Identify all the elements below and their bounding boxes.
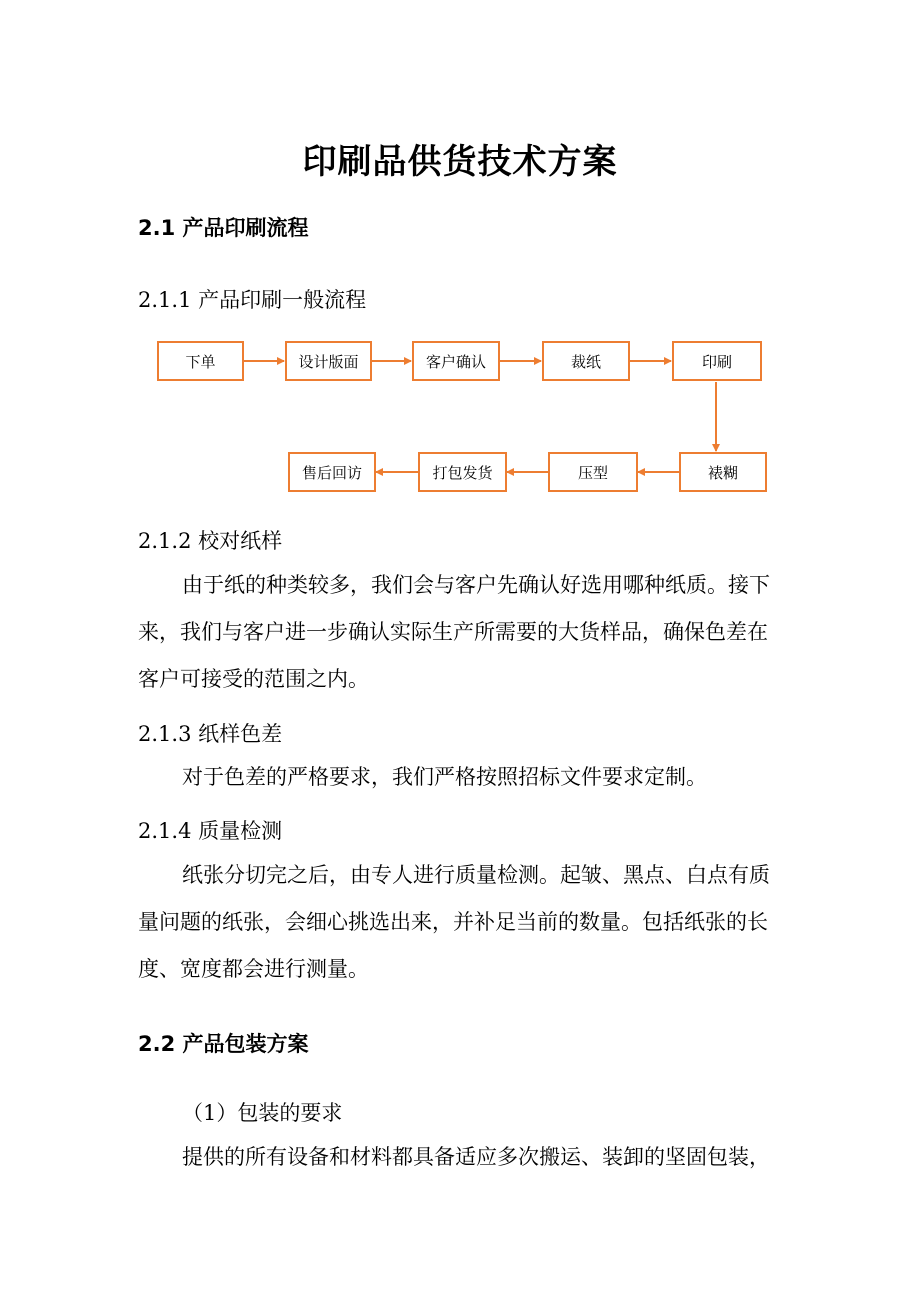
flow-step-customer-confirm: 客户确认 xyxy=(412,341,500,381)
flowchart xyxy=(0,0,920,520)
item-heading-packaging-requirements: （1）包装的要求 xyxy=(182,1101,343,1125)
section-heading-2-1: 2.1 产品印刷流程 xyxy=(138,216,309,240)
subsection-heading-2-1-4: 2.1.4 质量检测 xyxy=(138,819,283,843)
paragraph-2-1-3: 对于色差的严格要求，我们严格按照招标文件要求定制。 xyxy=(182,765,707,789)
paragraph-packaging-requirements: 提供的所有设备和材料都具备适应多次搬运、装卸的坚固包装， xyxy=(182,1145,770,1169)
flow-step-pack-ship: 打包发货 xyxy=(418,452,507,492)
document-title: 印刷品供货技术方案 xyxy=(302,142,618,182)
subsection-heading-2-1-1: 2.1.1 产品印刷一般流程 xyxy=(138,288,367,312)
flow-step-order: 下单 xyxy=(157,341,244,381)
flow-step-after-sales: 售后回访 xyxy=(288,452,376,492)
flow-step-printing: 印刷 xyxy=(672,341,762,381)
subsection-heading-2-1-2: 2.1.2 校对纸样 xyxy=(138,529,283,553)
flow-step-paper-cutting: 裁纸 xyxy=(542,341,630,381)
section-heading-2-2: 2.2 产品包装方案 xyxy=(138,1032,309,1056)
flow-step-layout-design: 设计版面 xyxy=(285,341,372,381)
paragraph-2-1-2: 由于纸的种类较多，我们会与客户先确认好选用哪种纸质。接下来，我们与客户进一步确认实际生产所需要的大货样品，确保色差在客户可接受的范围之内。 xyxy=(138,573,770,691)
flow-step-pressing: 压型 xyxy=(548,452,638,492)
subsection-heading-2-1-3: 2.1.3 纸样色差 xyxy=(138,722,283,746)
flow-arrows xyxy=(0,0,920,520)
flow-step-mounting: 裱糊 xyxy=(679,452,767,492)
paragraph-2-1-4: 纸张分切完之后，由专人进行质量检测。起皱、黑点、白点有质量问题的纸张，会细心挑选出来，并补足当前的数量。包括纸张的长度、宽度都会进行测量。 xyxy=(138,863,770,981)
